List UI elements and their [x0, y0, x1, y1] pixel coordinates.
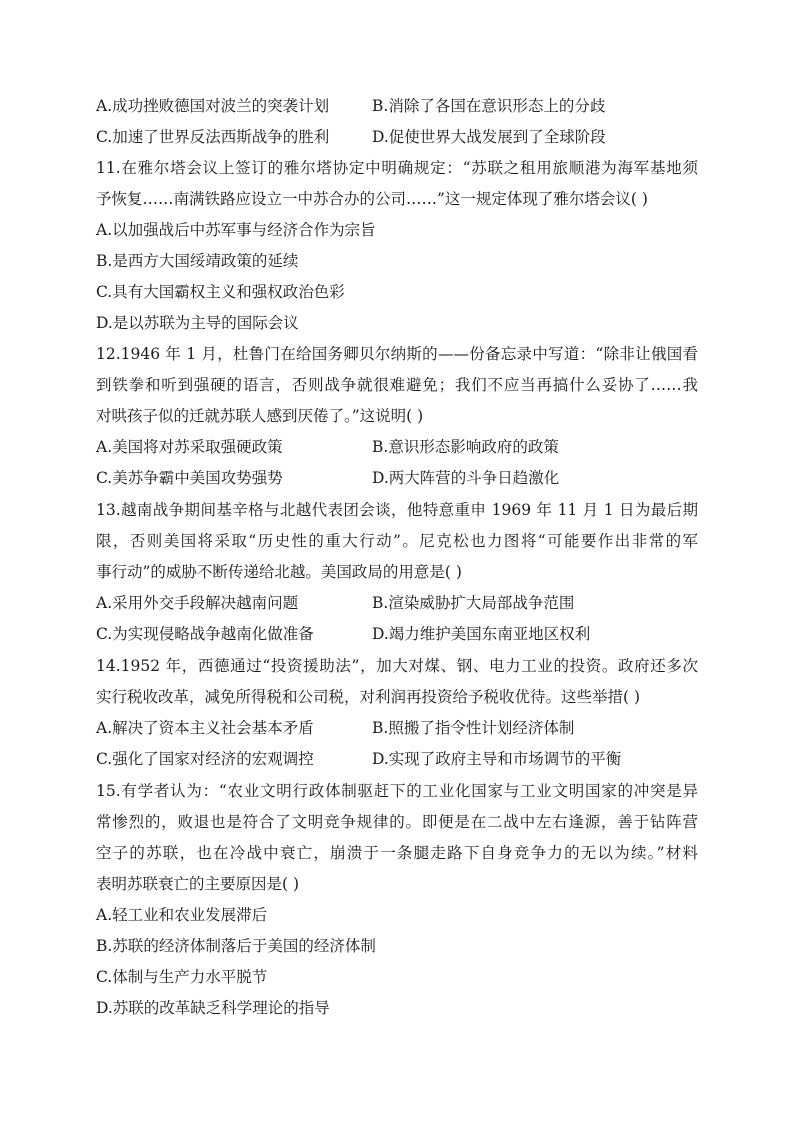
question-15-stem-line-3: 空子的苏联，也在冷战中衰亡，崩溃于一条腿走路下自身竞争力的无以为续。”材料 [96, 844, 698, 862]
question-10-option-a: A.成功挫败德国对波兰的突袭计划 [96, 97, 330, 115]
question-13-option-c: C.为实现侵略战争越南化做准备 [96, 625, 314, 643]
question-12-stem-line-2: 到铁拳和听到强硬的语言，否则战争就很难避免；我们不应当再搞什么妥协了……我 [96, 376, 698, 394]
question-10-option-c: C.加速了世界反法西斯战争的胜利 [96, 128, 330, 146]
question-11-option-a: A.以加强战后中苏军事与经济合作为宗旨 [96, 221, 376, 239]
question-15-option-c: C.体制与生产力水平脱节 [96, 968, 268, 986]
question-13-stem-line-2: 限，否则美国将采取“历史性的重大行动”。尼克松也力图将“可能要作出非常的军 [96, 532, 698, 550]
question-12-option-a: A.美国将对苏采取强硬政策 [96, 438, 283, 456]
question-12-option-d: D.两大阵营的斗争日趋激化 [372, 469, 560, 487]
question-15-stem-line-1: 15.有学者认为：“农业文明行政体制驱赶下的工业化国家与工业文明国家的冲突是异 [96, 782, 698, 800]
question-10-option-d: D.促使世界大战发展到了全球阶段 [372, 128, 606, 146]
question-11-stem-line-1: 11.在雅尔塔会议上签订的雅尔塔协定中明确规定：“苏联之租用旅顺港为海军基地须 [96, 159, 698, 177]
question-12-stem-line-1: 12.1946 年 1 月，杜鲁门在给国务卿贝尔纳斯的——份备忘录中写道：“除非让俄国看 [96, 345, 698, 363]
question-14-stem-line-1: 14.1952 年，西德通过“投资援助法”，加大对煤、钢、电力工业的投资。政府还多次 [96, 657, 698, 675]
question-15-stem-line-4: 表明苏联衰亡的主要原因是( ) [96, 875, 300, 893]
question-14-stem-line-2: 实行税收改革，减免所得税和公司税，对利润再投资给予税收优待。这些举措( ) [96, 688, 641, 706]
question-11-stem-line-2: 予恢复……南满铁路应设立一中苏合办的公司……”这一规定体现了雅尔塔会议( ) [96, 190, 648, 208]
question-15-option-a: A.轻工业和农业发展滞后 [96, 906, 268, 924]
question-13-stem-line-3: 事行动”的威胁不断传递给北越。美国政局的用意是( ) [96, 563, 462, 581]
question-14-option-a: A.解决了资本主义社会基本矛盾 [96, 719, 314, 737]
question-12-option-c: C.美苏争霸中美国攻势强势 [96, 469, 283, 487]
question-13-option-b: B.渲染威胁扩大局部战争范围 [372, 594, 575, 612]
question-11-option-d: D.是以苏联为主导的国际会议 [96, 314, 299, 332]
question-15-stem-line-2: 常惨烈的，败退也是符合了文明竞争规律的。即便是在二战中左右逢源，善于钻阵营 [96, 813, 698, 831]
question-14-option-b: B.照搬了指令性计划经济体制 [372, 719, 575, 737]
question-10-option-b: B.消除了各国在意识形态上的分歧 [372, 97, 606, 115]
question-13-option-a: A.采用外交手段解决越南问题 [96, 594, 299, 612]
question-11-option-c: C.具有大国霸权主义和强权政治色彩 [96, 283, 345, 301]
question-15-option-b: B.苏联的经济体制落后于美国的经济体制 [96, 937, 376, 955]
question-14-option-d: D.实现了政府主导和市场调节的平衡 [372, 750, 622, 768]
question-11-option-b: B.是西方大国绥靖政策的延续 [96, 252, 299, 270]
question-12-option-b: B.意识形态影响政府的政策 [372, 438, 559, 456]
question-13-stem-line-1: 13.越南战争期间基辛格与北越代表团会谈，他特意重申 1969 年 11 月 1 日为最后期 [96, 501, 698, 519]
question-12-stem-line-3: 对哄孩子似的迁就苏联人感到厌倦了。”这说明( ) [96, 407, 424, 425]
question-15-option-d: D.苏联的改革缺乏科学理论的指导 [96, 999, 330, 1017]
question-14-option-c: C.强化了国家对经济的宏观调控 [96, 750, 314, 768]
question-13-option-d: D.竭力维护美国东南亚地区权利 [372, 625, 591, 643]
